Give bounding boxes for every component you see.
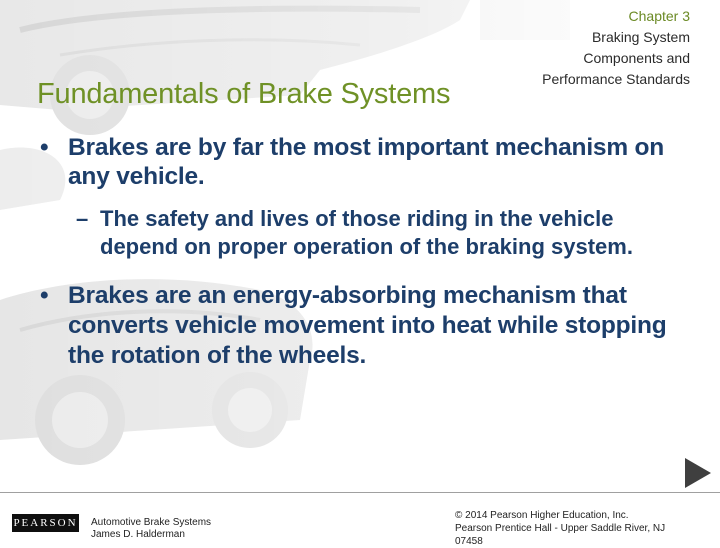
footer-divider xyxy=(0,492,720,493)
chapter-heading xyxy=(430,6,690,90)
isbn-fragment: 07458 xyxy=(455,536,483,547)
sub-bullet-item xyxy=(76,205,680,261)
footer-copyright xyxy=(455,509,666,547)
chapter-title-line: Performance Standards xyxy=(542,71,690,87)
chapter-number: Chapter 3 xyxy=(628,8,690,24)
book-title: Automotive Brake Systems xyxy=(91,517,212,528)
bullet-dot-icon: • xyxy=(40,282,49,309)
footer-book-info xyxy=(91,517,211,541)
bullet-item xyxy=(40,133,680,191)
bullet-item xyxy=(40,281,680,371)
bullet-text: Brakes are an energy-absorbing mechanism that converts vehicle movement into heat while stopping the rotation of the wheels. xyxy=(68,282,667,369)
next-arrow-icon[interactable] xyxy=(683,456,713,490)
bullet-text: Brakes are by far the most important mechanism on any vehicle. xyxy=(68,134,665,190)
chapter-title-line: Components and xyxy=(583,50,690,66)
publisher-text: Pearson Prentice Hall - Upper Saddle River, NJ xyxy=(455,523,666,534)
bullet-dot-icon: • xyxy=(40,134,49,161)
slide-title: Fundamentals of Brake Systems xyxy=(37,78,451,110)
bullet-list xyxy=(40,133,680,371)
sub-bullet-text: The safety and lives of those riding in the vehicle depend on proper operation of the braking system. xyxy=(100,206,633,259)
copyright-text: © 2014 Pearson Higher Education, Inc. xyxy=(455,510,629,521)
pearson-logo: PEARSON xyxy=(12,514,79,532)
author-name: James D. Halderman xyxy=(91,529,185,540)
dash-icon: – xyxy=(76,206,89,231)
chapter-title-line: Braking System xyxy=(591,29,690,45)
footer xyxy=(0,492,720,547)
